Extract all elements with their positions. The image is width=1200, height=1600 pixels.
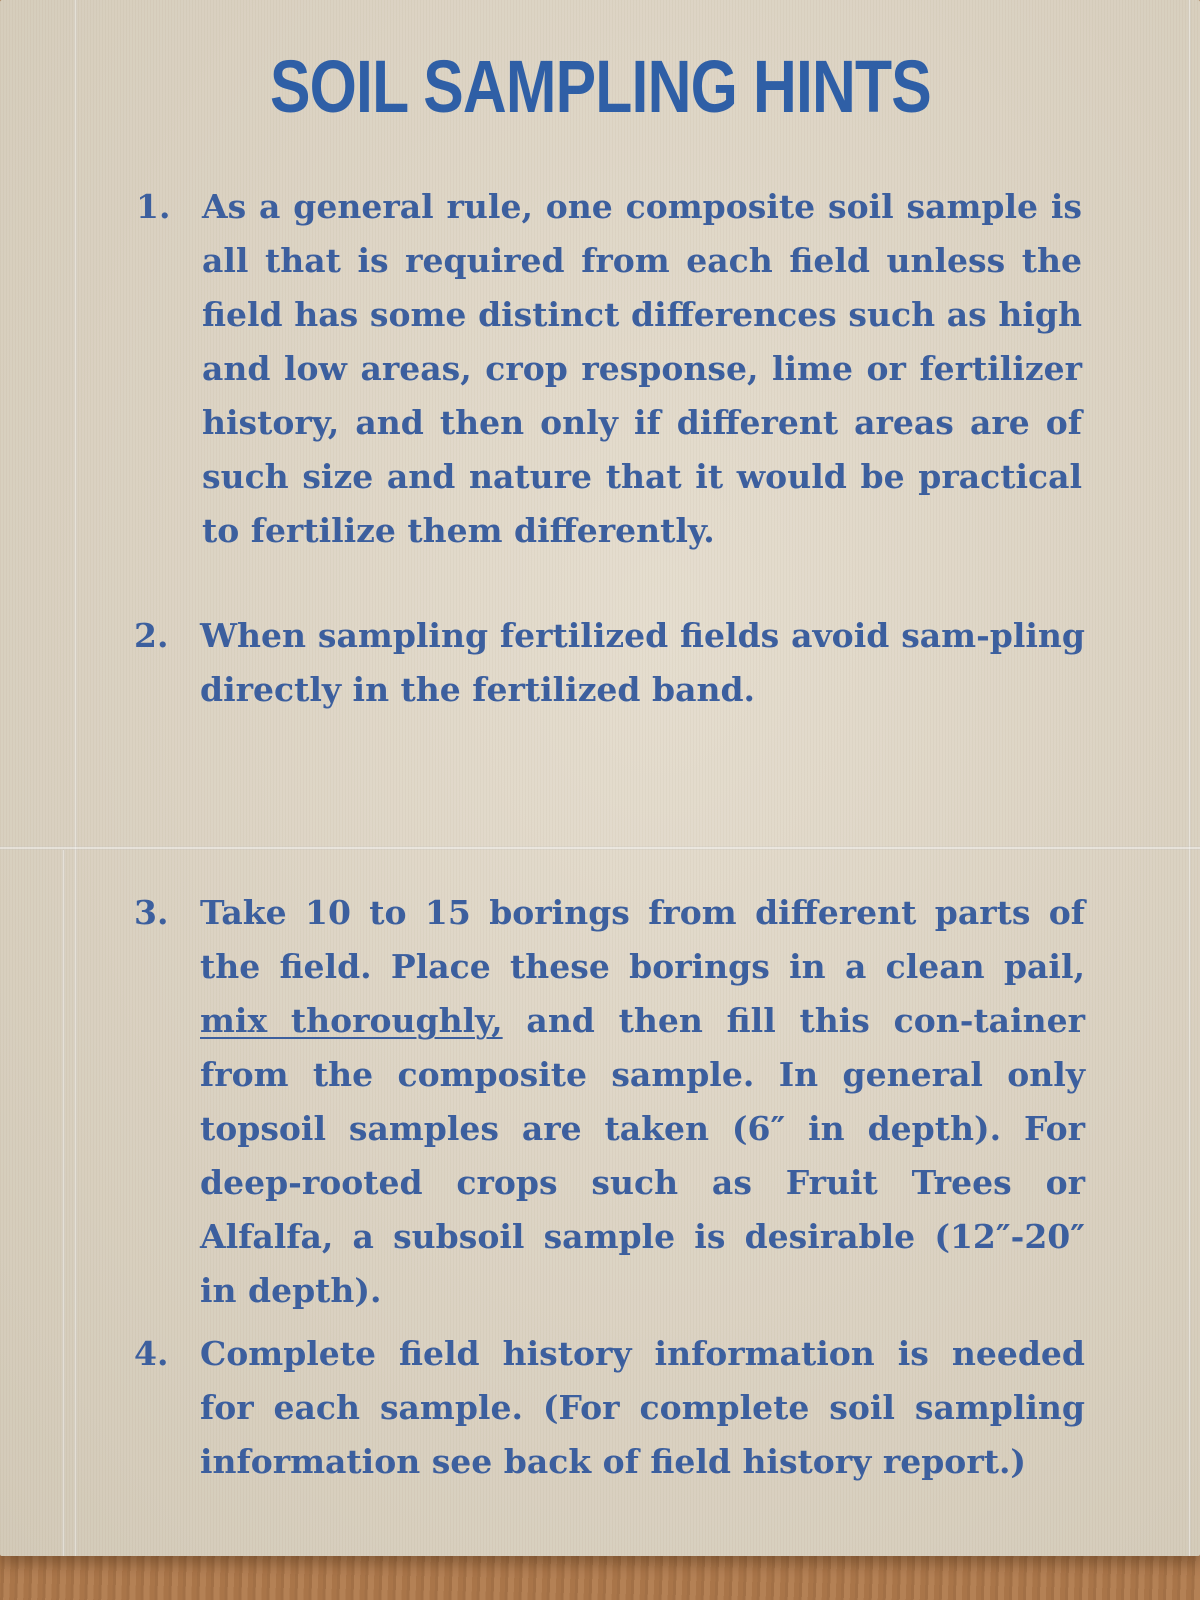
right-fold-line xyxy=(1188,0,1191,1556)
hint-2-number: 2. xyxy=(134,616,169,655)
hint-1-number: 1. xyxy=(136,187,171,226)
hint-1-text: As a general rule, one composite soil sample is all that is required from each field unless the field has some distinct differences such as high and low areas, crop response, lime or fertilizer history, and then only if different areas are of such size and nature that it would be practical to fertilize them differently. xyxy=(202,187,1082,550)
vertical-fold-line xyxy=(74,0,77,1556)
hint-3-emphasis: mix thoroughly, xyxy=(200,1001,503,1040)
hint-3-text xyxy=(200,886,1085,1318)
hint-3-number: 3. xyxy=(134,893,169,932)
page-title: SOIL SAMPLING HINTS xyxy=(270,45,931,128)
lower-vertical-fold-line xyxy=(62,850,65,1556)
horizontal-fold-line xyxy=(0,846,1200,850)
hint-4-number: 4. xyxy=(134,1334,169,1373)
hint-3-text-after-emphasis: and then fill this con-tainer from the composite sample. In general only topsoil samples are taken (6″ in depth). For deep-rooted crops such as Fruit Trees or Alfalfa, a subsoil sample is desirable (12″-20″ in depth). xyxy=(200,1001,1085,1310)
hint-4-text: Complete field history information is needed for each sample. (For complete soil sampling information see back of field history report.) xyxy=(200,1334,1085,1481)
hint-3-text-before-emphasis: Take 10 to 15 borings from different parts of the field. Place these borings in a clean pail, xyxy=(200,893,1085,986)
hint-2-text: When sampling fertilized fields avoid sam-pling directly in the fertilized band. xyxy=(200,616,1085,709)
